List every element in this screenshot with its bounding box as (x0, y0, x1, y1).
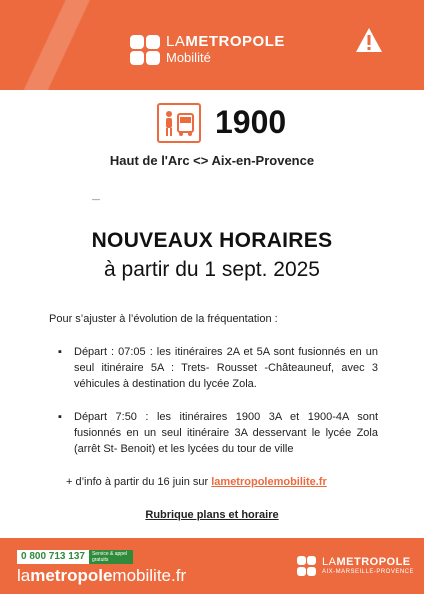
notice-intro: Pour s’ajuster à l’évolution de la fréquentation : (49, 313, 278, 325)
brand-subtitle: Mobilité (166, 50, 211, 65)
footer-banner (0, 538, 424, 594)
bullet-icon: ▪ (58, 346, 62, 358)
warning-triangle-icon (354, 26, 384, 54)
list-item (58, 344, 378, 392)
footer-url[interactable]: lametropolemobilite.fr (17, 566, 187, 585)
metropole-logo-icon (130, 35, 160, 65)
bullet-text: Départ : 07:05 : les itinéraires 2A et 5A sont fusionnés en un seul itinéraire 5A : Trets- Rousset -Châteauneuf, avec 3 véhicules à destination du lycée Zola. (74, 346, 378, 390)
header-banner (0, 0, 424, 90)
line-number: 1900 (215, 104, 287, 140)
header-stripe (0, 0, 120, 90)
footer-brand-subtitle: AIX-MARSEILLE-PROVENCE (322, 569, 415, 575)
brand-logo (130, 34, 285, 66)
metropole-logo-icon (297, 556, 317, 576)
bullet-icon: ▪ (58, 411, 62, 423)
more-info (66, 476, 327, 488)
route-name: Haut de l'Arc <> Aix-en-Provence (109, 153, 315, 168)
phone-badge[interactable] (17, 550, 133, 564)
footer-brand-logo (297, 556, 414, 576)
notice-title: NOUVEAUX HORAIRES (91, 229, 333, 252)
phone-note: Service & appel gratuits (89, 550, 133, 564)
timetable-bus-icon (157, 103, 201, 143)
website-link[interactable]: lametropolemobilite.fr (211, 476, 327, 488)
more-info-text: + d’info à partir du 16 juin sur (66, 476, 209, 488)
scan-mark: — (92, 195, 100, 204)
brand-title: LAMETROPOLE (166, 33, 285, 50)
bullet-text: Départ 7:50 : les itinéraires 1900 3A et 1900-4A sont fusionnés en un seul itinéraire 3A desservant le lycée Zola (arrêt St- Benoit) et les lycées du tour de ville (74, 411, 378, 455)
footer-brand-title: LAMETROPOLE (322, 556, 411, 568)
rubrique-link[interactable]: Rubrique plans et horaire (145, 509, 279, 521)
list-item (58, 409, 378, 457)
phone-number: 0 800 713 137 (17, 550, 89, 564)
notice-subtitle: à partir du 1 sept. 2025 (104, 258, 320, 281)
